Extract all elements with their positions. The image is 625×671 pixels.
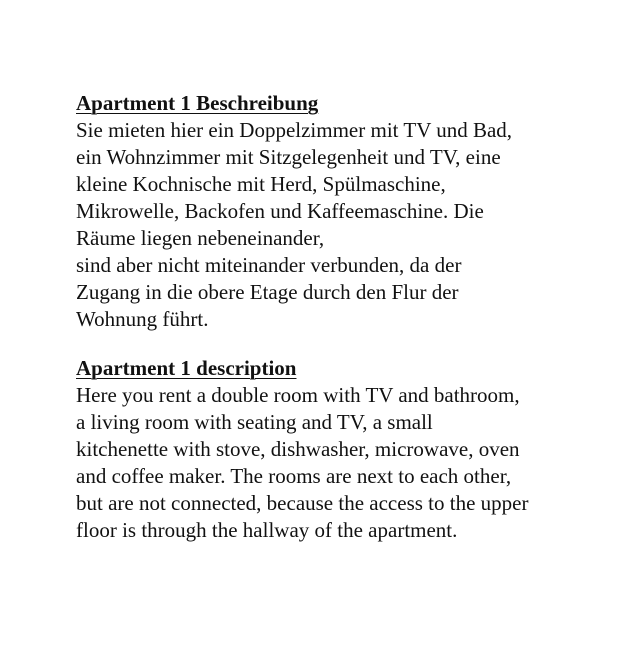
german-text-line: Zugang in die obere Etage durch den Flur der <box>76 280 459 304</box>
english-text-line: kitchenette with stove, dishwasher, microwave, oven <box>76 437 520 461</box>
german-section-title: Apartment 1 Beschreibung <box>76 91 319 115</box>
german-text-line: Räume liegen nebeneinander, <box>76 226 325 250</box>
english-section-title: Apartment 1 description <box>76 356 297 380</box>
english-text-line: Here you rent a double room with TV and bathroom, <box>76 383 520 407</box>
german-text-line: Mikrowelle, Backofen und Kaffeemaschine. Die <box>76 199 484 223</box>
english-text-line: a living room with seating and TV, a small <box>76 410 433 434</box>
english-text-line: and coffee maker. The rooms are next to each other, <box>76 464 512 488</box>
german-text-line: kleine Kochnische mit Herd, Spülmaschine, <box>76 172 446 196</box>
english-description-section <box>76 355 606 544</box>
german-text-line: sind aber nicht miteinander verbunden, da der <box>76 253 462 277</box>
german-text-line: Wohnung führt. <box>76 307 209 331</box>
german-text-line: Sie mieten hier ein Doppelzimmer mit TV und Bad, <box>76 118 513 142</box>
german-text-line: ein Wohnzimmer mit Sitzgelegenheit und TV, eine <box>76 145 501 169</box>
german-description-section <box>76 90 606 333</box>
english-text-line: but are not connected, because the access to the upper <box>76 491 529 515</box>
english-text-line: floor is through the hallway of the apartment. <box>76 518 458 542</box>
document <box>76 90 606 544</box>
